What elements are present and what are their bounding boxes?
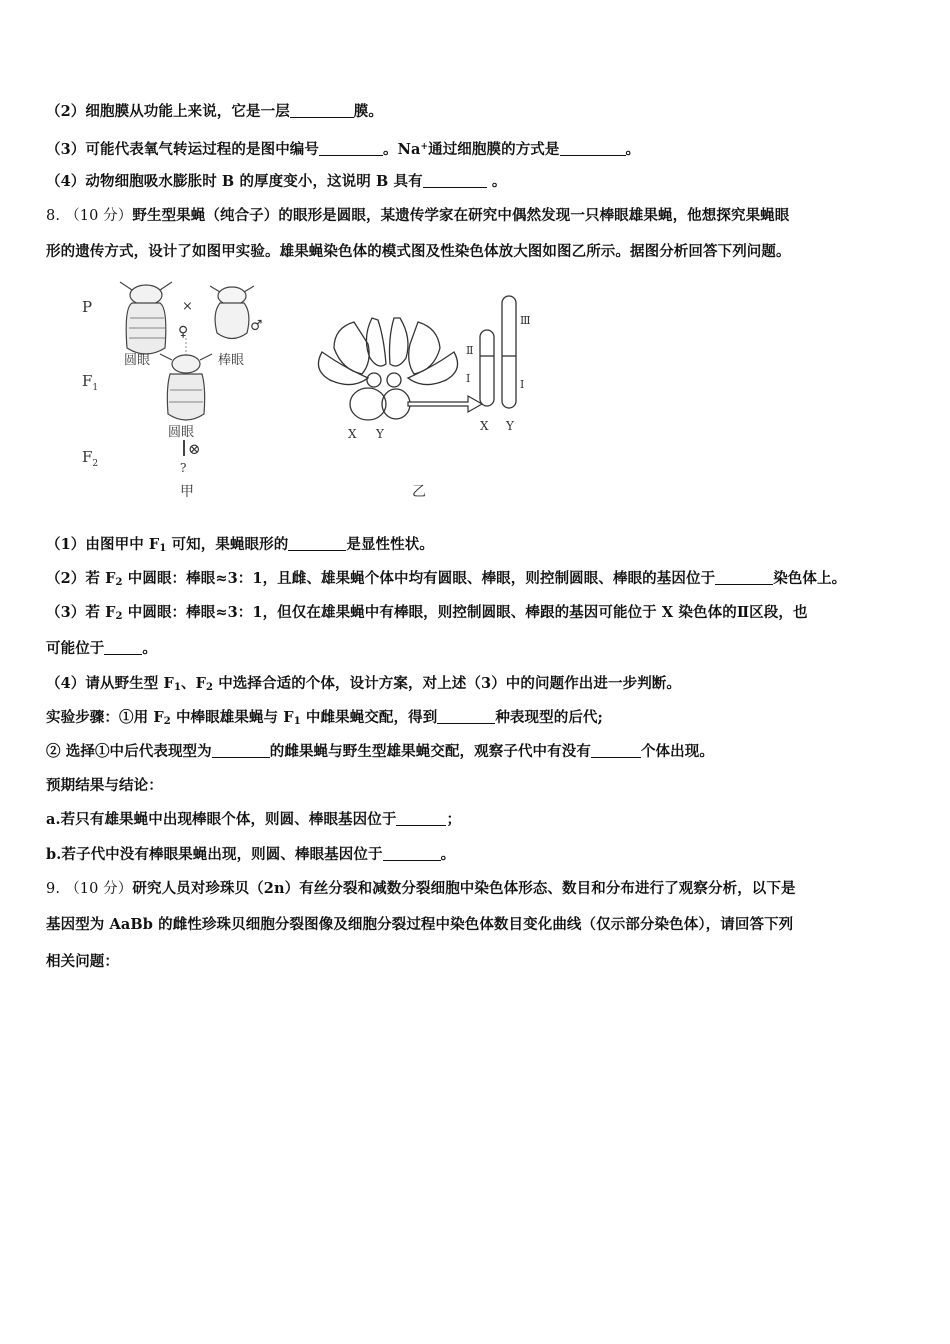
- q8-stem: 8. （10 分）野生型果蝇（纯合子）的眼形是圆眼，某遗传学家在研究中偶然发现一只棒眼雄果蝇，他想探究果蝇眼: [46, 207, 790, 224]
- figure-jia-caption: 甲: [180, 484, 194, 500]
- sex-chromosomes-enlarged: [480, 296, 516, 408]
- prediction-heading: 预期结果与结论：: [46, 777, 163, 794]
- enlarged-x-label: X: [480, 419, 489, 433]
- region-i-x-label: Ⅰ: [466, 372, 471, 385]
- q7-sub4: （4）动物细胞吸水膨胀时 B 的厚度变小，这说明 B 具有 。: [46, 173, 507, 190]
- female-symbol: ♀: [178, 324, 189, 340]
- f1-round-eye-fly: [160, 354, 212, 420]
- f2-unknown: ?: [180, 461, 187, 475]
- q8-sub3-cont: 可能位于 。: [46, 640, 158, 657]
- answer-blank[interactable]: [560, 141, 626, 156]
- male-bar-eye-fly: [210, 286, 254, 339]
- q8-sub2: （2）若 $F_2$ 中圆眼：棒眼≈3：1，且雌、雄果蝇个体中均有圆眼、棒眼，则控制圆眼、棒眼的基因位于 染色体上。: [46, 570, 847, 588]
- selfing-symbol: ⊗: [188, 440, 201, 458]
- q8-sub3: （3）若 $F_2$ 中圆眼：棒眼≈3：1，但仅在雄果蝇中有棒眼，则控制圆眼、棒跟的基因可能位于 X 染色体的Ⅱ区段，也: [46, 604, 808, 622]
- x-chromosome: [480, 330, 494, 406]
- q7-sub3: （3）可能代表氧气转运过程的是图中编号 。Na+通过细胞膜的方式是 。: [46, 141, 641, 158]
- y-chromosome: [502, 296, 516, 408]
- round-eye-label: 圆眼: [124, 353, 151, 368]
- genetics-figure: [72, 278, 532, 500]
- bar-eye-label: 棒眼: [218, 353, 245, 368]
- result-b: b.若子代中没有棒眼果蝇出现，则圆、棒眼基因位于 。: [46, 846, 456, 863]
- result-a: a.若只有雄果蝇中出现棒眼个体，则圆、棒眼基因位于 ；: [46, 811, 462, 828]
- region-ii-label: Ⅱ: [466, 344, 474, 357]
- label-p: P: [82, 298, 93, 316]
- figure-yi-caption: 乙: [412, 484, 426, 500]
- region-i-y-label: Ⅰ: [520, 378, 525, 391]
- region-iii-label: Ⅲ: [520, 314, 531, 327]
- q9-stem-cont2: 相关问题：: [46, 953, 119, 970]
- q7-sub2: （2）细胞膜从功能上来说，它是一层 膜。: [46, 103, 383, 120]
- enlarged-y-label: Y: [506, 419, 514, 433]
- karyotype-y-label: Y: [376, 427, 384, 441]
- q9-stem: 9. （10 分）研究人员对珍珠贝（2n）有丝分裂和减数分裂细胞中染色体形态、数目和分布进行了观察分析，以下是: [46, 880, 796, 897]
- q9-stem-cont: 基因型为 AaBb 的雌性珍珠贝细胞分裂图像及细胞分裂过程中染色体数目变化曲线（仅示部分染色体），请回答下列: [46, 916, 794, 933]
- answer-blank[interactable]: [396, 811, 446, 826]
- enlarge-arrow: [408, 396, 482, 412]
- experiment-step2: ② 选择①中后代表现型为 的雌果蝇与野生型雄果蝇交配，观察子代中有没有 个体出现。: [46, 743, 714, 760]
- answer-blank[interactable]: [290, 103, 354, 118]
- question-score: （10 分）: [65, 208, 133, 224]
- q8-sub4: （4）请从野生型 $F_1$、$F_2$ 中选择合适的个体，设计方案，对上述（3）中的问题作出进一步判断。: [46, 675, 681, 693]
- answer-blank[interactable]: [104, 640, 142, 655]
- label-f1: $F_1$: [82, 372, 99, 393]
- cross-symbol: ×: [182, 299, 193, 314]
- answer-blank[interactable]: [591, 743, 641, 758]
- question-number: 9.: [46, 881, 61, 897]
- karyotype-x-label: X: [348, 427, 357, 441]
- question-score: （10 分）: [65, 881, 133, 897]
- label-f2: $F_2$: [82, 448, 99, 469]
- answer-blank[interactable]: [437, 709, 495, 724]
- experiment-step1: 实验步骤：①用 $F_2$ 中棒眼雄果蝇与 $F_1$ 中雌果蝇交配，得到 种表现型的后代;: [46, 709, 603, 727]
- answer-blank[interactable]: [319, 141, 383, 156]
- q8-stem-cont: 形的遗传方式，设计了如图甲实验。雄果蝇染色体的模式图及性染色体放大图如图乙所示。据图分析回答下列问题。: [46, 243, 791, 260]
- answer-blank[interactable]: [715, 570, 773, 585]
- female-round-eye-fly: [120, 282, 172, 354]
- male-symbol: ♂: [250, 318, 263, 334]
- question-number: 8.: [46, 208, 61, 224]
- f1-round-eye-label: 圆眼: [168, 425, 195, 440]
- answer-blank[interactable]: [383, 846, 441, 861]
- answer-blank[interactable]: [212, 743, 270, 758]
- q8-sub1: （1）由图甲中 $F_1$ 可知，果蝇眼形的 是显性性状。: [46, 536, 434, 554]
- answer-blank[interactable]: [423, 173, 487, 188]
- answer-blank[interactable]: [288, 536, 346, 551]
